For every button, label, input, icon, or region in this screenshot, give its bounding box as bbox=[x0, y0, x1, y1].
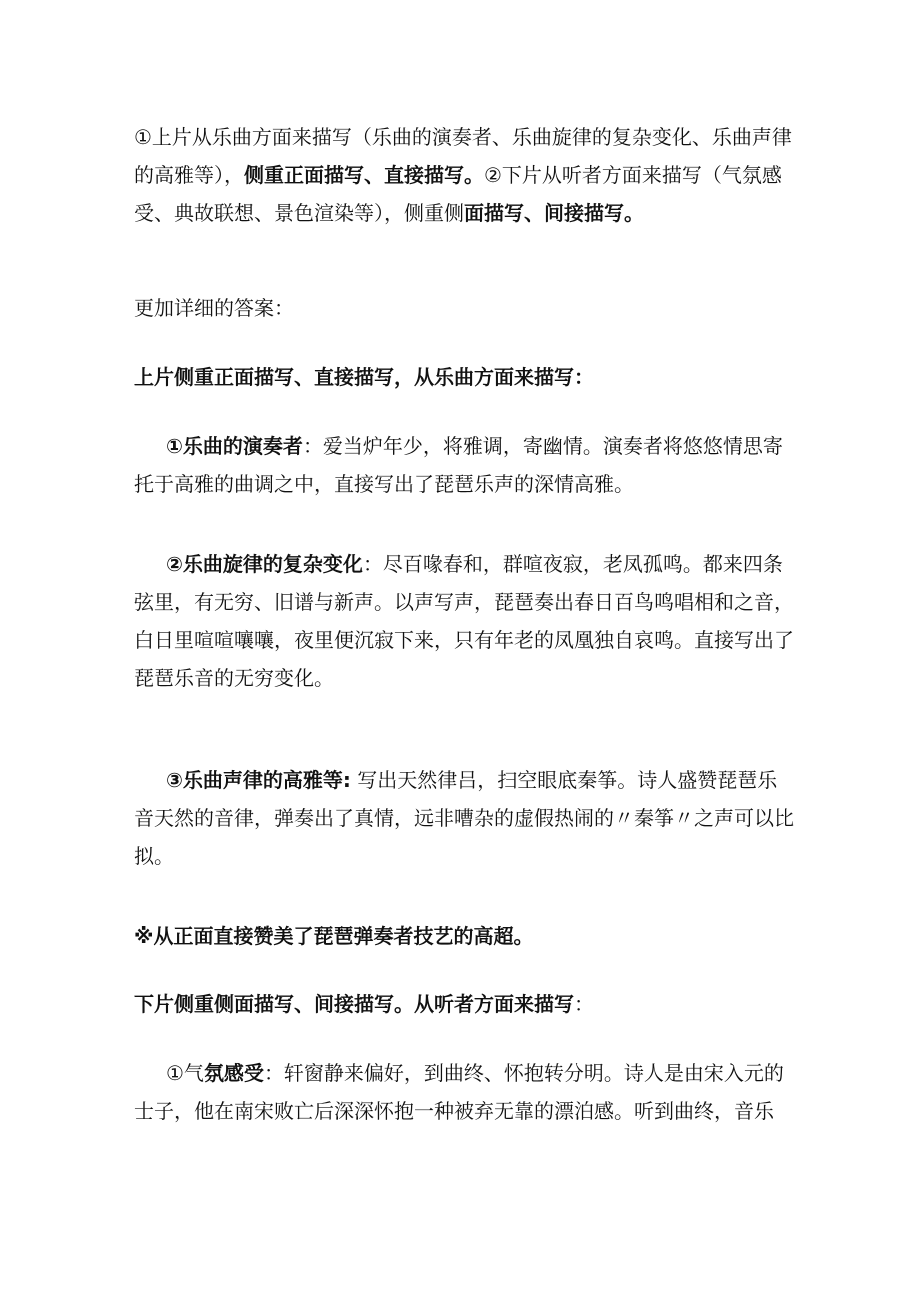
atmosphere-prefix: ①气 bbox=[166, 1061, 204, 1085]
summary-part-1: ①上片从乐曲方面来描写（乐曲的演奏者、乐曲旋律的复杂变化、乐曲声律的高雅等）， bbox=[134, 125, 792, 187]
summary-emphasis-1: 侧重正面描写、直接描写。 bbox=[244, 163, 484, 187]
lower-section-heading bbox=[134, 985, 794, 1023]
performer-paragraph bbox=[134, 427, 794, 503]
atmosphere-text: ：轩窗静来偏好，到曲终、怀抱转分明。诗人是由宋入元的士子，他在南宋败亡后深深怀抱一种被弃无靠的漂泊感。听到曲终，音乐 bbox=[134, 1061, 784, 1123]
atmosphere-label: 氛感受 bbox=[203, 1061, 264, 1085]
lower-section-label: 下片侧重侧面描写、间接描写。从听者方面来描写 bbox=[134, 992, 574, 1016]
summary-part-2: ②下片从听者方面来描写（气氛感受、典故联想、景色渲染等），侧重侧 bbox=[134, 163, 782, 225]
detailed-answer-heading: 更加详细的答案： bbox=[134, 296, 294, 320]
summary-paragraph bbox=[134, 118, 794, 232]
performer-label: ①乐曲的演奏者 bbox=[166, 434, 303, 458]
elegance-label: ③乐曲声律的高雅等: bbox=[166, 768, 351, 792]
upper-section-heading: 上片侧重正面描写、直接描写，从乐曲方面来描写： bbox=[134, 365, 594, 389]
atmosphere-paragraph bbox=[134, 1054, 794, 1130]
elegance-paragraph bbox=[134, 761, 794, 875]
melody-text: ：尽百喙春和，群喧夜寂，老凤孤鸣。都来四条弦里，有无穷、旧谱与新声。以声写声，琵琶奏出春日百鸟鸣唱相和之音，白日里喧喧嚷嚷，夜里便沉寂下来，只有年老的凤凰独自哀鸣。直接写出了琵琶乐音的无穷变化。 bbox=[134, 552, 794, 690]
melody-label: ②乐曲旋律的复杂变化 bbox=[166, 552, 363, 576]
lower-section-colon: ： bbox=[574, 992, 594, 1016]
upper-section-conclusion: ※从正面直接赞美了琵琶弹奏者技艺的高超。 bbox=[134, 924, 534, 948]
elegance-text: 写出天然律吕，扫空眼底秦筝。诗人盛赞琵琶乐音天然的音律，弹奏出了真情，远非嘈杂的虚假热闹的〃秦筝〃之声可以比拟。 bbox=[134, 768, 794, 868]
summary-emphasis-2: 面描写、间接描写。 bbox=[464, 201, 644, 225]
performer-text: ：爱当炉年少，将雅调，寄幽情。演奏者将悠悠情思寄托于高雅的曲调之中，直接写出了琵琶乐声的深情高雅。 bbox=[134, 434, 783, 496]
melody-paragraph bbox=[134, 545, 794, 697]
